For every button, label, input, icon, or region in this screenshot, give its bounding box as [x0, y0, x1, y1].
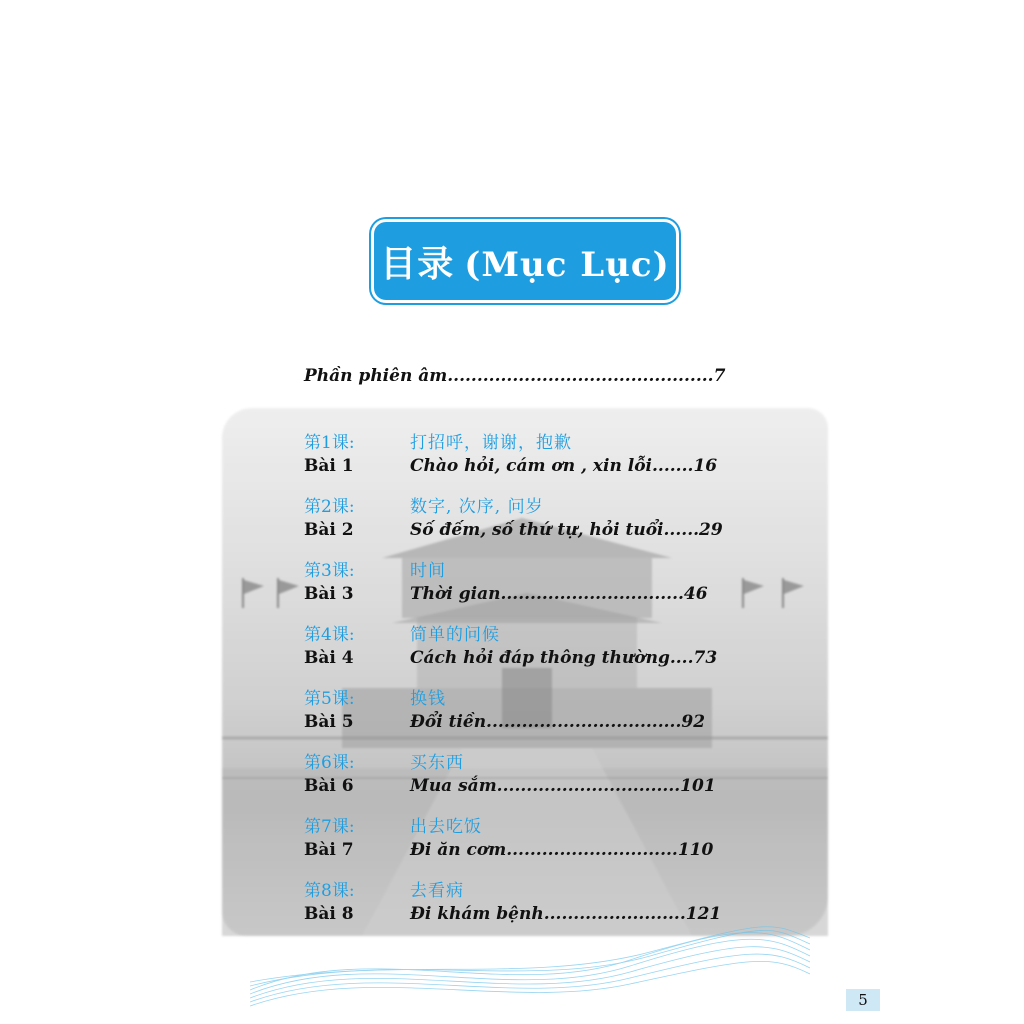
- lesson-vietnamese-entry: Đổi tiền.................................92: [410, 712, 706, 732]
- lesson-3-entry[interactable]: [304, 584, 744, 612]
- lesson-vietnamese-entry: Số đếm, số thứ tự, hỏi tuổi......29: [410, 520, 723, 540]
- toc-intro-entry: Phần phiên âm.............................................7: [304, 366, 726, 386]
- bai-label: Bài 3: [304, 584, 354, 604]
- lesson-4-header: [304, 620, 744, 648]
- lesson-8-header: [304, 876, 744, 904]
- lesson-vietnamese-entry: Thời gian...............................46: [410, 584, 708, 604]
- lesson-chinese-title: 数字, 次序, 问岁: [410, 497, 544, 517]
- bai-label: Bài 5: [304, 712, 354, 732]
- lesson-vietnamese-entry: Cách hỏi đáp thông thường....73: [410, 648, 718, 668]
- lesson-7-entry[interactable]: [304, 840, 744, 868]
- lesson-6-header: [304, 748, 744, 776]
- lesson-chinese-title: 买东西: [410, 753, 464, 773]
- lesson-4-entry[interactable]: [304, 648, 744, 676]
- lesson-1-entry[interactable]: [304, 456, 744, 484]
- lesson-chinese-title: 时间: [410, 561, 446, 581]
- lesson-1-header: [304, 428, 744, 456]
- toc-intro-row[interactable]: [304, 366, 744, 394]
- bai-label: Bài 8: [304, 904, 354, 924]
- lesson-chinese-title: 简单的问候: [410, 625, 500, 645]
- lesson-2-entry[interactable]: [304, 520, 744, 548]
- lesson-label: 第1课:: [304, 433, 355, 453]
- bai-label: Bài 7: [304, 840, 354, 860]
- page-number: 5: [846, 989, 880, 1011]
- bai-label: Bài 1: [304, 456, 354, 476]
- lesson-5-entry[interactable]: [304, 712, 744, 740]
- lesson-chinese-title: 打招呼，谢谢，抱歉: [410, 433, 572, 453]
- lesson-label: 第6课:: [304, 753, 355, 773]
- lesson-6-entry[interactable]: [304, 776, 744, 804]
- lesson-7-header: [304, 812, 744, 840]
- lesson-5-header: [304, 684, 744, 712]
- lesson-label: 第8课:: [304, 881, 355, 901]
- toc-title-banner: [374, 222, 676, 300]
- decorative-wave: [250, 920, 810, 1010]
- lesson-label: 第3课:: [304, 561, 355, 581]
- lesson-label: 第7课:: [304, 817, 355, 837]
- toc-title-vietnamese: (Mục Lục): [464, 244, 670, 285]
- lesson-3-header: [304, 556, 744, 584]
- lesson-label: 第4课:: [304, 625, 355, 645]
- bai-label: Bài 6: [304, 776, 354, 796]
- bai-label: Bài 4: [304, 648, 354, 668]
- bai-label: Bài 2: [304, 520, 354, 540]
- lesson-label: 第5课:: [304, 689, 355, 709]
- lesson-chinese-title: 出去吃饭: [410, 817, 482, 837]
- lesson-vietnamese-entry: Đi ăn cơm.............................110: [410, 840, 714, 860]
- toc-title: [380, 236, 669, 287]
- lesson-vietnamese-entry: Mua sắm...............................101: [410, 776, 716, 796]
- lesson-chinese-title: 去看病: [410, 881, 464, 901]
- lesson-vietnamese-entry: Đi khám bệnh........................121: [410, 904, 722, 924]
- lesson-vietnamese-entry: Chào hỏi, cám ơn , xin lỗi.......16: [410, 456, 718, 476]
- lesson-chinese-title: 换钱: [410, 689, 446, 709]
- lesson-2-header: [304, 492, 744, 520]
- lesson-label: 第2课:: [304, 497, 355, 517]
- toc-title-chinese: 目录: [380, 242, 455, 285]
